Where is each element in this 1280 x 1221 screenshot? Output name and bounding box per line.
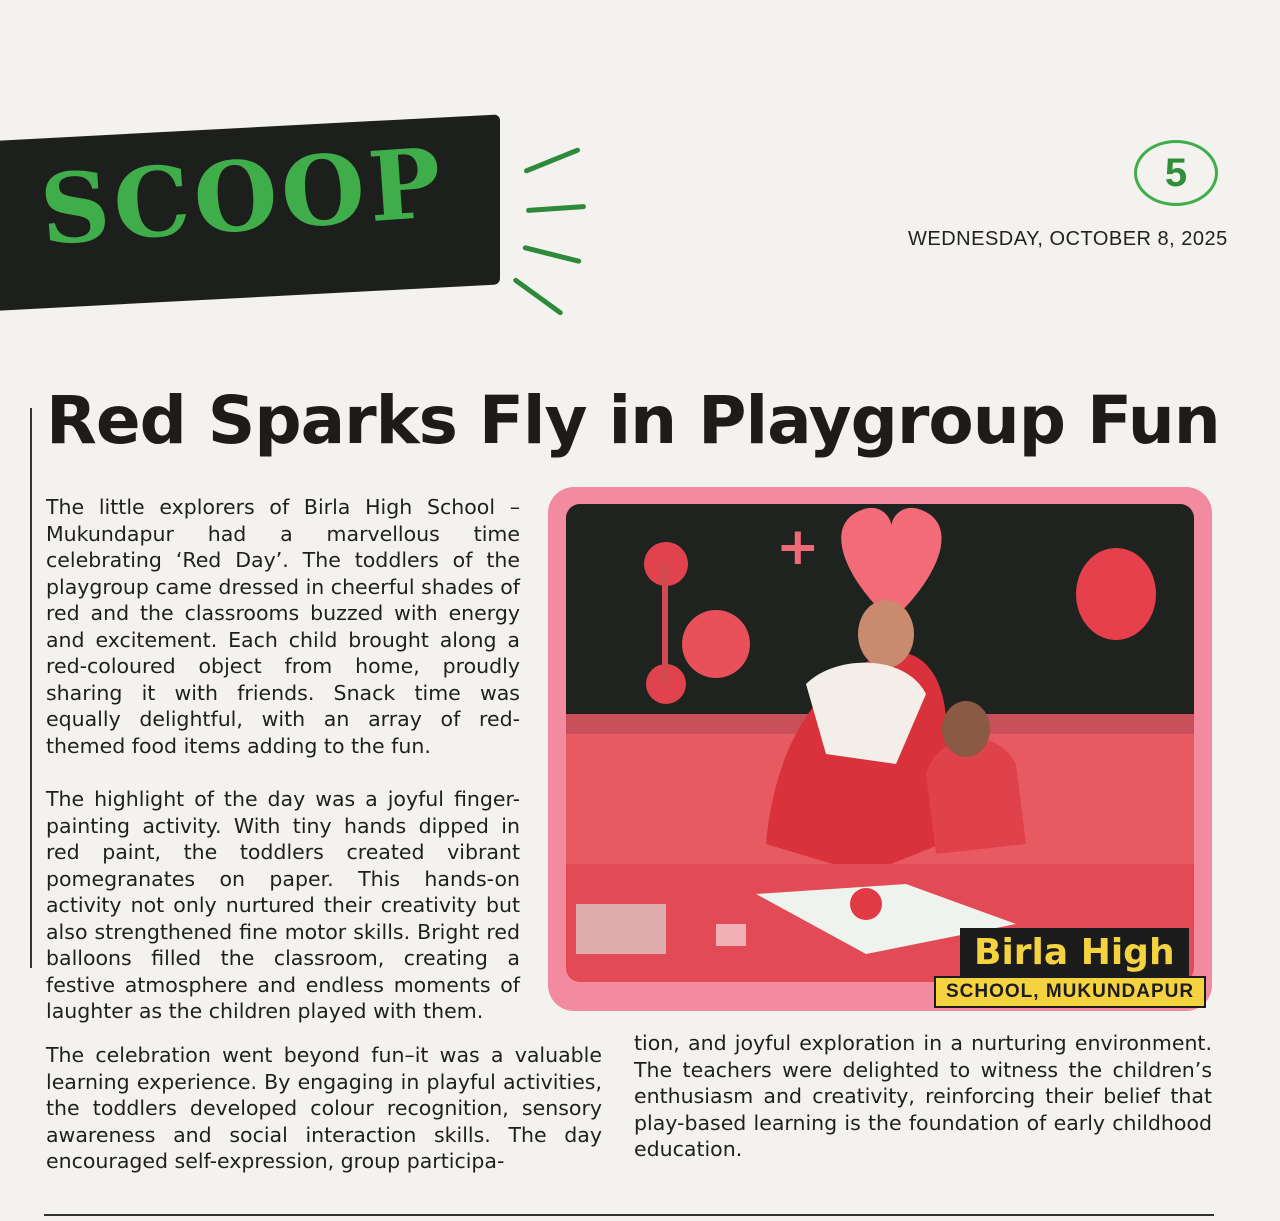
photo-credit-sub: SCHOOL, MUKUNDAPUR [934,976,1206,1008]
article-headline: Red Sparks Fly in Playgroup Fun [46,382,1220,459]
page-number: 5 [1134,140,1218,206]
article-paragraph-3: The celebration went beyond fun–it was a valuable learning experience. By engaging in playful activities, the toddlers developed colour recognition, sensory awareness and social interaction skills. The day encouraged self-expression, group participa- [46,1043,602,1173]
spark-line-3 [522,245,581,264]
section-title: SCOOP [36,126,449,267]
spark-line-2 [526,204,586,213]
strawberry-decoration [1076,548,1156,640]
spark-line-4 [512,277,563,316]
article-paragraph-1: The little explorers of Birla High School – Mukundapur had a marvellous time celebrating ‘Red Day’. The toddlers of the playgroup came dressed in cheerful shades of red and the classrooms buzzed with energy and excitement. Each child brought along a red-coloured object from home, proudly sharing it with friends. Snack time was equally delightful, with an array of red-themed food items adding to the fun. [46,495,520,758]
paint-tray [576,904,666,954]
svg-text:+: + [776,517,820,577]
column-rule [30,408,32,968]
issue-date: WEDNESDAY, OCTOBER 8, 2025 [908,228,1228,250]
article-paragraph-4: tion, and joyful exploration in a nurturing environment. The teachers were delighted to witness the children’s enthusiasm and creativity, reinforcing their belief that play-based learning is the foundation of early childhood education. [634,1031,1212,1161]
classroom-illustration [566,504,1194,982]
tomato-decoration [682,610,750,678]
paint-cup [716,924,746,946]
spark-line-1 [523,147,581,174]
bottom-rule [44,1214,1214,1216]
article-photo [566,504,1194,982]
photo-credit-main: Birla High [960,928,1189,978]
article-paragraph-2: The highlight of the day was a joyful finger-painting activity. With tiny hands dipped in red paint, the toddlers created vibrant pomegranates on paper. This hands-on activity not only nurtured their creativity but also strengthened fine motor skills. Bright red balloons filled the classroom, creating a festive atmosphere and endless moments of laughter as the children played with them. [46,787,520,1023]
